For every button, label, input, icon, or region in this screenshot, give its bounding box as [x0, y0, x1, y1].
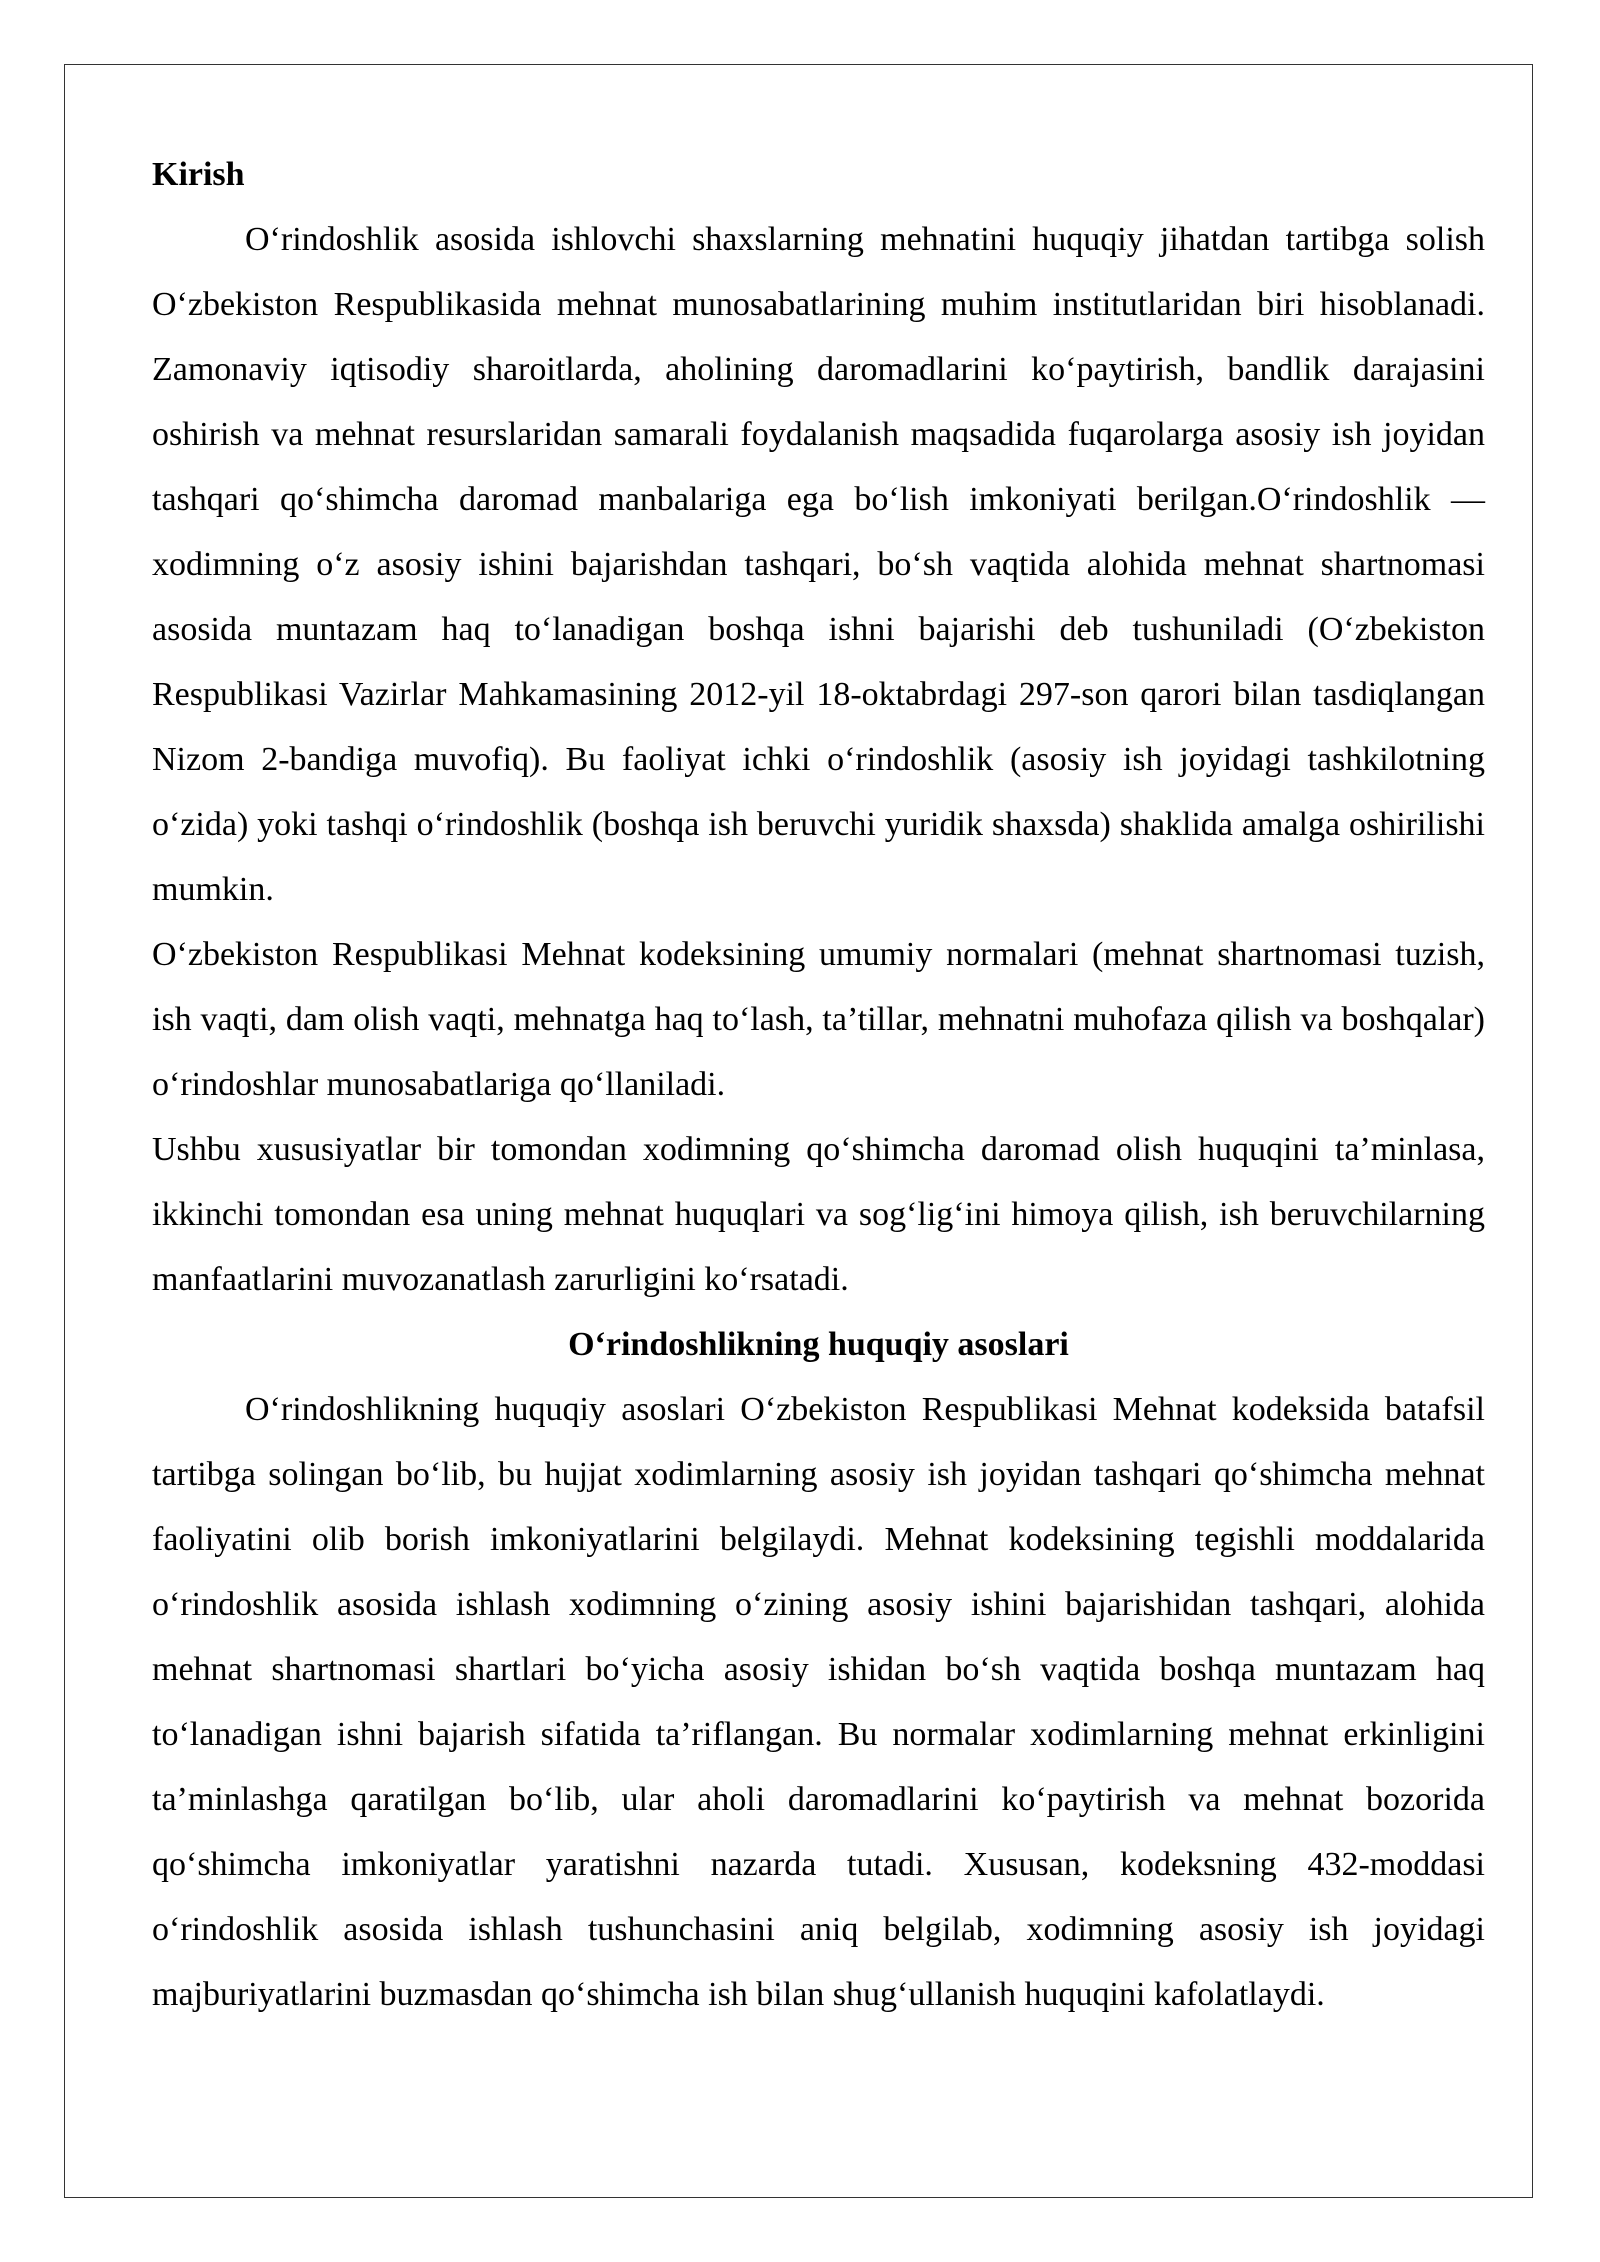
document-body [152, 142, 1485, 2027]
paragraph-labor-code-norms: O‘zbekiston Respublikasi Mehnat kodeksining umumiy normalari (mehnat shartnomasi tuzish, ish vaqti, dam olish vaqti, mehnatga haq to‘lash, ta’tillar, mehnatni muhofaza qilish va boshqalar) o‘rindoshlar munosabatlariga qo‘llaniladi. [152, 936, 1485, 1103]
paragraph-intro: O‘rindoshlik asosida ishlovchi shaxslarning mehnatini huquqiy jihatdan tartibga solish O‘zbekiston Respublikasida mehnat munosabatlarining muhim institutlaridan biri hisoblanadi. Zamonaviy iqtisodiy sharoitlarda, aholining daromadlarini ko‘paytirish, bandlik darajasini oshirish va mehnat resurslaridan samarali foydalanish maqsadida fuqarolarga asosiy ish joyidan tashqari qo‘shimcha daromad manbalariga ega bo‘lish imkoniyati berilgan.O‘rindoshlik — xodimning o‘z asosiy ishini bajarishdan tashqari, bo‘sh vaqtida alohida mehnat shartnomasi asosida muntazam haq to‘lanadigan boshqa ishni bajarishi deb tushuniladi (O‘zbekiston Respublikasi Vazirlar Mahkamasining 2012-yil 18-oktabrdagi 297-son qarori bilan tasdiqlangan Nizom 2-bandiga muvofiq). Bu faoliyat ichki o‘rindoshlik (asosiy ish joyidagi tashkilotning o‘zida) yoki tashqi o‘rindoshlik (boshqa ish beruvchi yuridik shaxsda) shaklida amalga oshirilishi mumkin. [152, 221, 1485, 908]
section-heading-legal-basis: O‘rindoshlikning huquqiy asoslari [568, 1326, 1069, 1363]
paragraph-features: Ushbu xususiyatlar bir tomondan xodimning qo‘shimcha daromad olish huquqini ta’minlasa, ikkinchi tomondan esa uning mehnat huquqlari va sog‘lig‘ini himoya qilish, ish beruvchilarning manfaatlarini muvozanatlash zarurligini ko‘rsatadi. [152, 1131, 1485, 1298]
section-heading-kirish: Kirish [152, 156, 245, 193]
paragraph-legal-basis: O‘rindoshlikning huquqiy asoslari O‘zbekiston Respublikasi Mehnat kodeksida batafsil tartibga solingan bo‘lib, bu hujjat xodimlarning asosiy ish joyidan tashqari qo‘shimcha mehnat faoliyatini olib borish imkoniyatlarini belgilaydi. Mehnat kodeksining tegishli moddalarida o‘rindoshlik asosida ishlash xodimning o‘zining asosiy ishini bajarishidan tashqari, alohida mehnat shartnomasi shartlari bo‘yicha asosiy ishidan bo‘sh vaqtida boshqa muntazam haq to‘lanadigan ishni bajarish sifatida ta’riflangan. Bu normalar xodimlarning mehnat erkinligini ta’minlashga qaratilgan bo‘lib, ular aholi daromadlarini ko‘paytirish va mehnat bozorida qo‘shimcha imkoniyatlar yaratishni nazarda tutadi. Xususan, kodeksning 432-moddasi o‘rindoshlik asosida ishlash tushunchasini aniq belgilab, xodimning asosiy ish joyidagi majburiyatlarini buzmasdan qo‘shimcha ish bilan shug‘ullanish huquqini kafolatlaydi. [152, 1391, 1485, 2013]
